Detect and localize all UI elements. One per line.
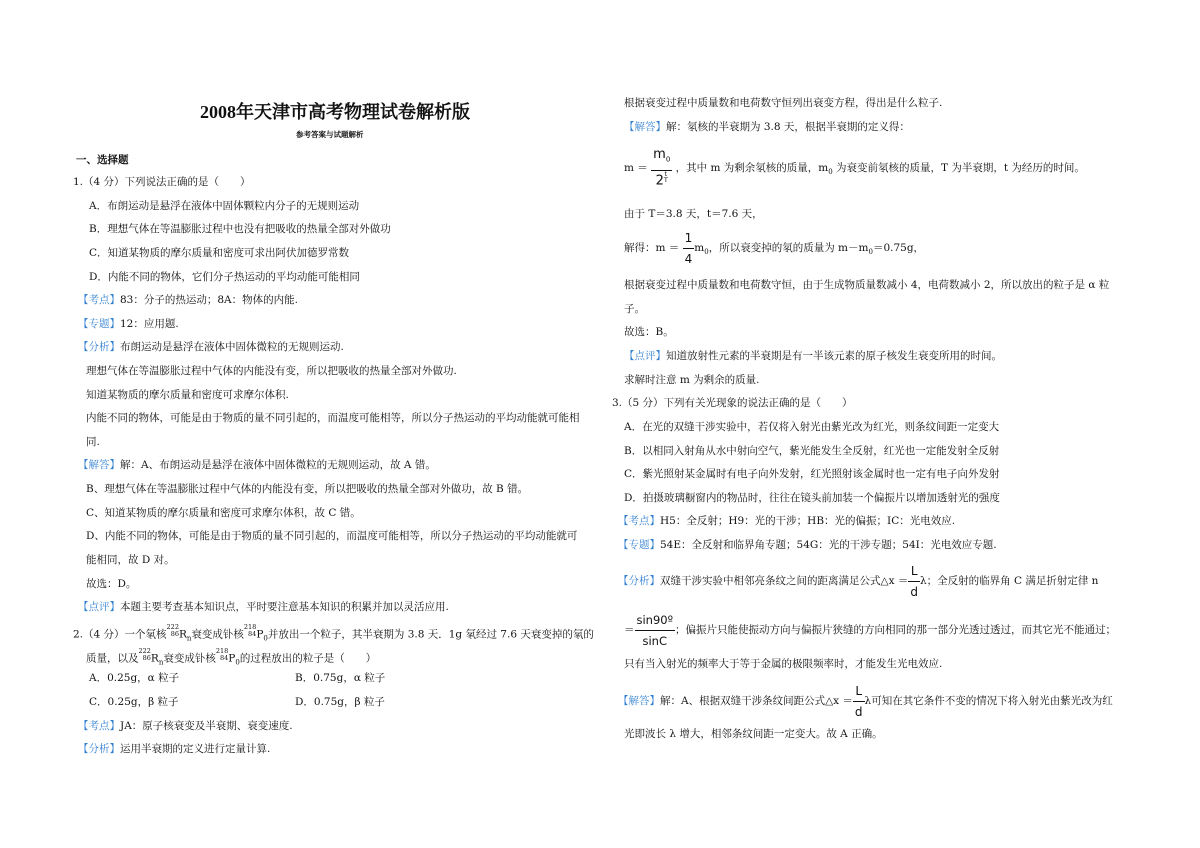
- frac-L-2: L: [853, 681, 865, 702]
- rn-symbol: R: [178, 628, 187, 641]
- q1-option-b: B．理想气体在等温膨胀过程中也没有把吸收的热量全部对外做功: [89, 223, 391, 235]
- q2-stem2-c: 的过程放出的粒子是（ ）: [239, 652, 377, 665]
- half-life-fraction: [651, 145, 672, 191]
- q2-jieda-text-1: 解：氡核的半衰期为 3.8 天，根据半衰期的定义得：: [666, 121, 910, 133]
- q2-stem-b: 衰变成钋核: [191, 628, 244, 641]
- rn-mass-2: 222: [138, 647, 151, 655]
- rn-sub-2: n: [158, 658, 164, 667]
- q2-jieda-line-3: 子。: [624, 303, 645, 315]
- q2-kaodian-text: JA：原子核衰变及半衰期、衰变速度.: [120, 720, 293, 732]
- fenxi-tag-2: 【分析】: [78, 743, 120, 755]
- q3-fenxi-a: 双缝干涉实验中相邻亮条纹之间的距离满足公式△x ＝: [660, 575, 909, 587]
- jieda-tag-3: 【解答】: [618, 695, 660, 707]
- q1-jieda-line-3: C、知道某物质的摩尔质量和密度可求摩尔体积，故 C 错。: [86, 507, 361, 519]
- q2-fenxi: [78, 742, 270, 756]
- solve-m: m: [694, 242, 705, 254]
- eq-explanation-a: ，其中 m 为剩余氡核的质量，m: [675, 162, 829, 174]
- q2-option-b: B．0.75g，α 粒子: [295, 672, 386, 684]
- q1-jieda: [78, 458, 436, 472]
- eq-expl-sub: 0: [828, 168, 833, 177]
- frac-d: d: [910, 584, 918, 599]
- page-title: 2008年天津市高考物理试卷解析版: [200, 102, 470, 122]
- q1-jieda-line-4: D、内能不同的物体，可能是由于物质的量不同引起的，而温度可能相等，所以分子热运动的平均动能就可: [86, 530, 578, 542]
- kaodian-tag: 【考点】: [78, 294, 120, 306]
- dianping-tag-2: 【点评】: [624, 350, 666, 362]
- q1-fenxi-line-5: 同.: [86, 436, 100, 448]
- eq-m-label: m ＝: [624, 162, 648, 174]
- po-mass: 218: [243, 623, 257, 631]
- q3-fenxi-line-3: 只有当入射光的频率大于等于金属的极限频率时，才能发生光电效应.: [624, 658, 943, 670]
- q3-zhuanti-text: 54E：全反射和临界角专题；54G：光的干涉专题；54I：光电效应专题.: [660, 539, 997, 551]
- rn-mass: 222: [166, 623, 179, 631]
- fenxi-tag-3: 【分析】: [618, 575, 660, 587]
- q1-jieda-line-5: 能相同，故 D 对。: [86, 554, 175, 566]
- L-over-d-fraction-2: [853, 681, 865, 722]
- po-symbol: P: [256, 628, 264, 641]
- q2-choice: 故选：B。: [624, 326, 674, 338]
- q1-jieda-text-1: 解：A、布朗运动是悬浮在液体中固体微粒的无规则运动，故 A 错。: [120, 459, 436, 471]
- jieda-tag-2: 【解答】: [624, 121, 666, 133]
- sin-den: sinC: [642, 633, 668, 648]
- po-mass-2: 218: [215, 647, 229, 655]
- q2-dianping-line-2: 求解时注意 m 为剩余的质量.: [624, 374, 760, 386]
- q1-option-a: A．布朗运动是悬浮在液体中固体颗粒内分子的无规则运动: [89, 200, 360, 212]
- q2-given: 由于 T＝3.8 天，t＝7.6 天，: [624, 208, 763, 220]
- q3-zhuanti: [618, 538, 997, 552]
- solve-den: 4: [684, 251, 693, 266]
- eq-num: m: [653, 146, 666, 162]
- sin-num: sin90º: [635, 610, 676, 631]
- q1-jieda-line-2: B、理想气体在等温膨胀过程中气体的内能没有变，所以把吸收的热量全部对外做功，故 B 错。: [86, 483, 529, 495]
- q1-dianping-text: 本题主要考查基本知识点，平时要注意基本知识的积累并加以灵活应用.: [120, 601, 449, 613]
- po-nuclide-numbers-2: [216, 648, 228, 661]
- kaodian-tag-3: 【考点】: [618, 515, 660, 527]
- page-subtitle: 参考答案与试题解析: [296, 130, 364, 139]
- q1-choice: 故选：D。: [86, 578, 137, 590]
- fenxi-tag: 【分析】: [78, 341, 120, 353]
- zhuanti-tag: 【专题】: [78, 318, 120, 330]
- jieda-tag: 【解答】: [78, 459, 120, 471]
- rn-nuclide-numbers: [167, 624, 179, 637]
- q2-stem2-a: 质量，以及: [86, 652, 139, 665]
- rn-z-2: 86: [142, 653, 151, 662]
- quarter-fraction: [683, 228, 695, 269]
- solve-label: 解得：m ＝: [624, 242, 680, 254]
- exponent-fraction: [664, 171, 668, 184]
- solve-result: ＝0.75g，: [872, 242, 925, 254]
- q1-zhuanti-text: 12：应用题.: [120, 318, 179, 330]
- po-z: 84: [248, 629, 257, 638]
- section-heading: 一、选择题: [76, 154, 129, 166]
- eq-num-sub: 0: [665, 155, 671, 164]
- q3-jieda-b: λ可知在其它条件不变的情况下将入射光由紫光改为红: [864, 695, 1113, 707]
- q3-kaodian: [618, 514, 955, 528]
- sine-ratio-fraction: [635, 610, 676, 651]
- q1-fenxi-text-1: 布朗运动是悬浮在液体中固体微粒的无规则运动.: [120, 341, 344, 353]
- q2-option-c: C．0.25g，β 粒子: [89, 696, 179, 708]
- q2-fenxi-text-1: 运用半衰期的定义进行定量计算.: [120, 743, 271, 755]
- q2-stem-c: 并放出一个粒子，其半衰期为 3.8 天．1g 氡经过 7.6 天衰变掉的氡的: [267, 628, 594, 641]
- rn-nuclide-numbers-2: [139, 648, 151, 661]
- q1-option-d: D．内能不同的物体，它们分子热运动的平均动能可能相同: [89, 271, 360, 283]
- eq-explanation-b: 为衰变前氡核的质量，T 为半衰期，t 为经历的时间。: [832, 162, 1085, 174]
- q1-dianping: [78, 600, 449, 614]
- q2-solve-line: [624, 226, 924, 270]
- q3-fenxi: [618, 559, 1098, 603]
- q2-option-d: D．0.75g，β 粒子: [295, 696, 385, 708]
- L-over-d-fraction: [908, 561, 920, 602]
- eq-den: 2: [655, 173, 664, 189]
- solve-explanation: ，所以衰变掉的氡的质量为 m－m: [708, 242, 869, 254]
- frac-d-2: d: [854, 704, 863, 719]
- q2-option-a: A．0.25g，α 粒子: [89, 672, 180, 684]
- q2-stem-a: 2.（4 分）一个氡核: [73, 628, 167, 641]
- q3-option-d: D．拍摄玻璃橱窗内的物品时，往往在镜头前加装一个偏振片以增加透射光的强度: [624, 492, 1000, 504]
- q1-kaodian-text: 83：分子的热运动；8A：物体的内能.: [120, 294, 298, 306]
- q3-jieda-a: 解：A、根据双缝干涉条纹间距公式△x ＝: [660, 695, 853, 707]
- po-symbol-2: P: [228, 652, 236, 665]
- po-z-2: 84: [219, 653, 229, 662]
- q3-fenxi-c: ；偏振片只能使振动方向与偏振片狭缝的方向相同的那一部分光透过透过，而其它光不能通过；: [675, 624, 1117, 636]
- q2-stem2-b: 衰变成钋核: [163, 652, 216, 665]
- q2-dianping: [624, 349, 1002, 363]
- rn-z: 86: [170, 629, 179, 638]
- q1-zhuanti: [78, 317, 179, 331]
- q3-stem: 3.（5 分）下列有关光现象的说法正确的是（ ）: [612, 397, 853, 409]
- rn-symbol-2: R: [150, 652, 159, 665]
- solve-c-sub: 0: [868, 248, 873, 257]
- q1-kaodian: [78, 293, 298, 307]
- q1-fenxi-line-3: 知道某物质的摩尔质量和密度可求摩尔体积.: [86, 389, 289, 401]
- q2-fenxi-line-2: 根据衰变过程中质量数和电荷数守恒列出衰变方程，得出是什么粒子.: [624, 97, 943, 109]
- half-life-numerator: [651, 145, 672, 171]
- q2-stem: [73, 624, 594, 646]
- q1-fenxi-line-4: 内能不同的物体，可能是由于物质的量不同引起的，而温度可能相等，所以分子热运动的平均动能就可能相: [86, 412, 580, 424]
- q1-fenxi: [78, 340, 344, 354]
- q3-kaodian-text: H5：全反射；H9：光的干涉；HB：光的偏振；IC：光电效应.: [660, 515, 956, 527]
- q1-option-c: C．知道某物质的摩尔质量和密度可求出阿伏加德罗常数: [89, 247, 350, 259]
- frac-L: L: [908, 561, 920, 582]
- q3-option-c: C．紫光照射某金属时有电子向外发射，红光照射该金属时也一定有电子向外发射: [624, 468, 1000, 480]
- q3-option-b: B．以相同入射角从水中射向空气，紫光能发生全反射，红光也一定能发射全反射: [624, 445, 1000, 457]
- q1-fenxi-line-2: 理想气体在等温膨胀过程中气体的内能没有变，所以把吸收的热量全部对外做功.: [86, 365, 457, 377]
- solve-num: 1: [683, 228, 695, 249]
- q3-fenxi-b: λ；全反射的临界角 C 满足折射定律 n: [919, 575, 1099, 587]
- po-sub-2: 0: [235, 658, 240, 667]
- half-life-denominator: [651, 171, 672, 192]
- q1-stem: 1.（4 分）下列说法正确的是（ ）: [73, 176, 251, 188]
- q2-formula-line: [624, 138, 1085, 198]
- q3-jieda-line-2: 光即波长 λ 增大，相邻条纹间距一定变大。故 A 正确。: [624, 728, 883, 740]
- q3-fenxi-line-2: [624, 608, 1116, 652]
- q3-option-a: A．在光的双缝干涉实验中，若仅将入射光由紫光改为红光，则条纹间距一定变大: [624, 421, 1000, 433]
- q2-jieda: [624, 120, 910, 134]
- zhuanti-tag-3: 【专题】: [618, 539, 660, 551]
- q2-jieda-line-2: 根据衰变过程中质量数和电荷数守恒，由于生成物质量数减小 4，电荷数减小 2，所以放出的粒子是 α 粒: [624, 279, 1110, 291]
- q2-kaodian: [78, 719, 293, 733]
- q2-stem-line-2: [86, 648, 376, 670]
- kaodian-tag-2: 【考点】: [78, 720, 120, 732]
- exp-num: t: [664, 169, 668, 178]
- solve-m-sub: 0: [704, 248, 709, 257]
- rn-sub: n: [186, 634, 192, 643]
- exp-den: T: [663, 176, 668, 185]
- q2-dianping-text: 知道放射性元素的半衰期是有一半该元素的原子核发生衰变所用的时间。: [666, 350, 1002, 362]
- po-nuclide-numbers: [244, 624, 256, 637]
- po-sub: 0: [263, 634, 268, 643]
- dianping-tag: 【点评】: [78, 601, 120, 613]
- q3-jieda: [618, 679, 1113, 723]
- eq2-pre: ＝: [624, 624, 635, 636]
